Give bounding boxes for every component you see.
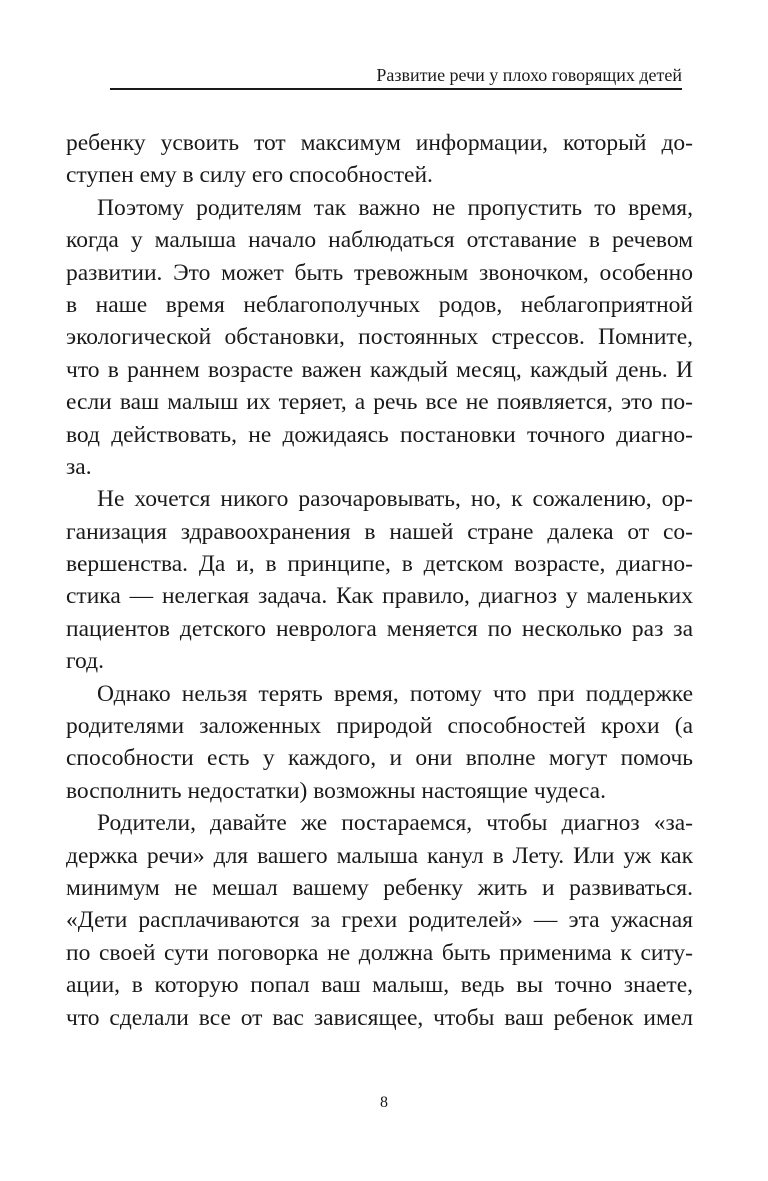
text-line: вершенства. Да и, в принципе, в детском возрасте, диагно- <box>66 551 693 578</box>
text-line: держка речи» для вашего малыша канул в Лету. Или уж как <box>66 842 693 869</box>
text-line: по своей сути поговорка не должна быть применима к ситу- <box>66 939 693 966</box>
text-line: минимум не мешал вашему ребенку жить и развиваться. <box>66 874 693 901</box>
running-title: Развитие речи у плохо говорящих детей <box>376 65 682 85</box>
page-number: 8 <box>380 1094 388 1111</box>
text-line: ребенку усвоить тот максимум информации, который до- <box>66 130 693 156</box>
paragraph-4 <box>66 678 693 808</box>
paragraph-3 <box>66 483 693 677</box>
paragraph-2 <box>66 192 693 484</box>
text-line: что в раннем возрасте важен каждый месяц, каждый день. И <box>66 356 693 383</box>
text-line: «Дети расплачиваются за грехи родителей» — эта ужасная <box>66 907 693 934</box>
paragraph-5 <box>66 807 693 1034</box>
text-line: родителями заложенных природой способностей крохи (а <box>66 713 693 740</box>
text-line: когда у малыша начало наблюдаться отставание в речевом <box>66 227 693 254</box>
text-line: пациентов детского невролога меняется по несколько раз за <box>66 615 693 642</box>
text-line: Поэтому родителям так важно не пропустить то время, <box>97 194 693 221</box>
text-line: восполнить недостатки) возможны настоящие чудеса. <box>66 777 606 804</box>
text-line: развитии. Это может быть тревожным звоночком, особенно <box>66 259 693 286</box>
paragraph-1 <box>66 127 693 192</box>
header-rule <box>110 88 682 90</box>
text-line: стика — нелегкая задача. Как правило, диагноз у маленьких <box>66 583 693 610</box>
text-line: что сделали все от вас зависящее, чтобы ваш ребенок имел <box>66 1004 693 1031</box>
text-line: Родители, давайте же постараемся, чтобы диагноз «за- <box>97 810 693 837</box>
text-line: ганизация здравоохранения в нашей стране далека от со- <box>66 518 693 545</box>
text-line: способности есть у каждого, и они вполне могут помочь <box>66 745 693 772</box>
text-line: вод действовать, не дожидаясь постановки точного диагно- <box>66 421 693 448</box>
text-line: если ваш малыш их теряет, а речь все не появляется, это по- <box>66 389 693 416</box>
text-line: Однако нельзя терять время, потому что при поддержке <box>97 680 693 707</box>
body-text <box>66 127 693 1034</box>
text-line: год. <box>66 648 104 675</box>
text-line: ации, в которую попал ваш малыш, ведь вы точно знаете, <box>66 972 693 999</box>
text-line: в наше время неблагополучных родов, неблагоприятной <box>66 291 693 318</box>
text-line: экологической обстановки, постоянных стрессов. Помните, <box>66 324 693 351</box>
text-line: Не хочется никого разочаровывать, но, к сожалению, ор- <box>97 486 693 513</box>
text-line: за. <box>66 453 92 480</box>
text-line: ступен ему в силу его способностей. <box>66 162 433 189</box>
